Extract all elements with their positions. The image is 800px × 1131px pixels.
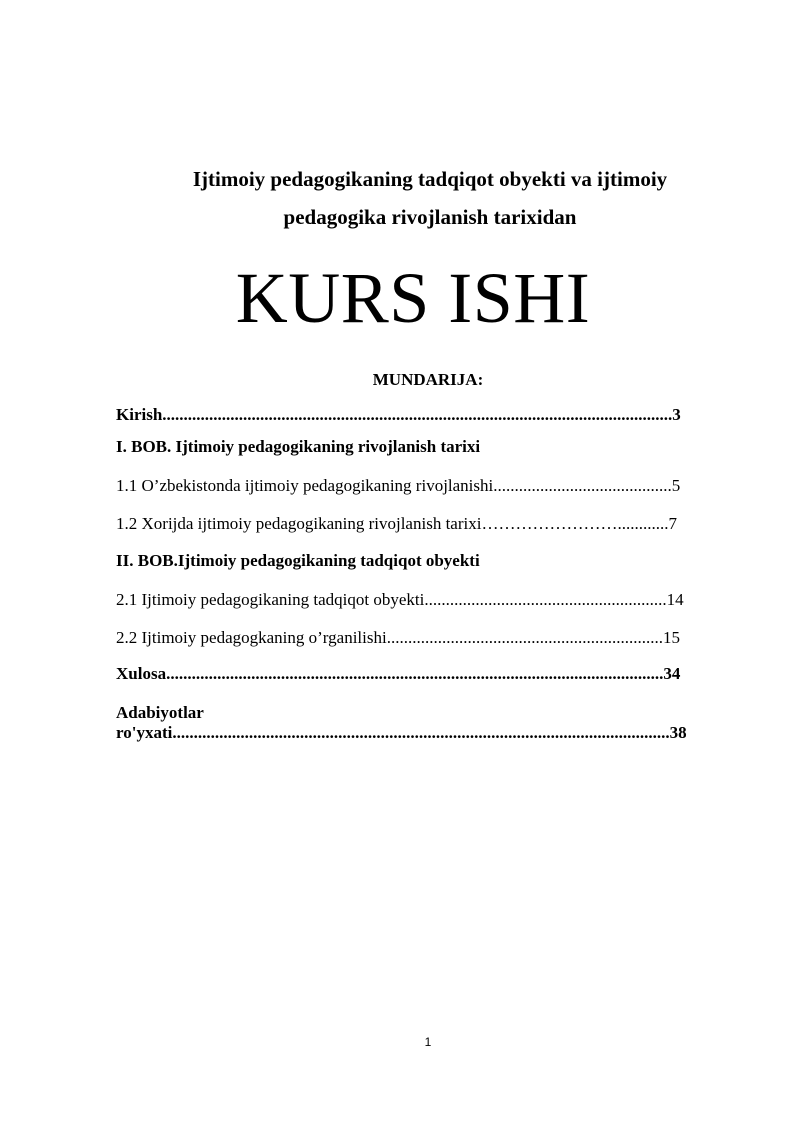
toc-entry-references-line-2: ro'yxati.....................................................................................................................38 bbox=[116, 723, 687, 742]
toc-chapter-1: I. BOB. Ijtimoiy pedagogikaning rivojlanish tarixi bbox=[116, 437, 481, 456]
subject-line-2: pedagogika rivojlanish tarixidan bbox=[283, 205, 577, 229]
page-number: 1 bbox=[424, 1035, 432, 1049]
toc-entry-1-1: 1.1 O’zbekistonda ijtimoiy pedagogikaning rivojlanishi..........................................5 bbox=[116, 476, 681, 495]
toc-entry-references-line-1: Adabiyotlar bbox=[116, 703, 204, 722]
toc-entry-introduction: Kirish........................................................................................................................3 bbox=[116, 405, 681, 424]
course-work-subject bbox=[100, 160, 760, 236]
toc-chapter-2: II. BOB.Ijtimoiy pedagogikaning tadqiqot obyekti bbox=[116, 551, 480, 570]
toc-entry-conclusion: Xulosa.....................................................................................................................34 bbox=[116, 664, 681, 683]
toc-entry-2-2: 2.2 Ijtimoiy pedagogkaning o’rganilishi.................................................................15 bbox=[116, 628, 680, 647]
toc-heading: MUNDARIJA: bbox=[372, 370, 484, 389]
document-title: KURS ISHI bbox=[235, 258, 591, 338]
toc-entry-1-2: 1.2 Xorijda ijtimoiy pedagogikaning rivojlanish tarixi……………………............7 bbox=[116, 514, 677, 533]
subject-line-1: Ijtimoiy pedagogikaning tadqiqot obyekti va ijtimoiy bbox=[192, 167, 668, 191]
toc-entry-2-1: 2.1 Ijtimoiy pedagogikaning tadqiqot obyekti.........................................................14 bbox=[116, 590, 684, 609]
